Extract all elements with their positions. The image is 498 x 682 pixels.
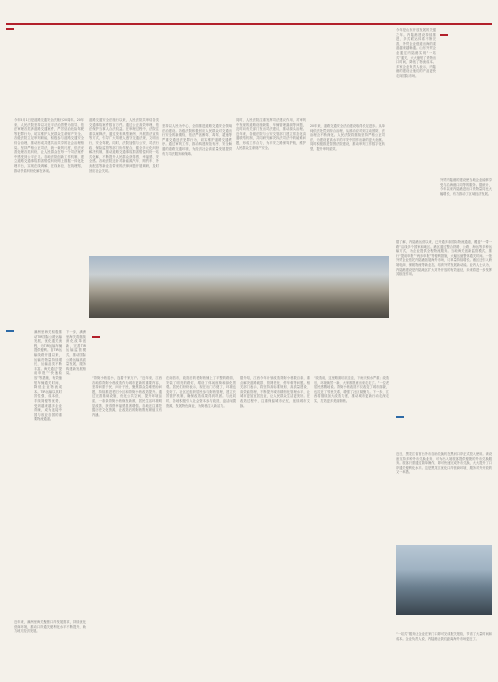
lead-body-col2: 道路交通安全法施行以来，人民法院共审结各类交通事故案件数百万件。通过公正高效审理，依法保护当事人合法权益。在审理过程中，法院注重以案释法，通过发布典型案例、开展普法宣传等方式，引导广大驾驶人遵守交通法规，文明出行，安全驾驶。同时，法院加强与公安、司法行政、保险监管等部门协作配合，健全多元化纠纷解决机制，推动道路交通事故损害赔偿纠纷一站式化解，不断提升人民群众获得感、幸福感、安全感。各地法院还针对新能源汽车、网约车、外卖配送等新业态带来的法律问题开展调研，及时回应社会关切。 (89, 118, 159, 173)
lead-photo (89, 256, 389, 318)
lead-body-col4: 同时，人民法院注重发挥司法建议作用，对审判中发现的道路设施缺陷、车辆管理漏洞等问题，及时向有关部门发出司法建议，推动源头治理。近年来，各级法院与公安交管部门建立常态化沟通联络机制，共同研究解决执法司法中的疑难问题，形成工作合力，为平安之路保驾护航，维护人民群众生命财产安全。 (236, 118, 306, 150)
middle-section-tag (92, 336, 100, 338)
bottom-section-tag (396, 416, 404, 418)
header-rule (6, 23, 492, 25)
bottom-body: 近日，黑龙江省首台外币自助兑换机在黑河口岸正式投入使用。该设备支持多种外币兑换业务，可为出入境旅客提供便捷的外币兑换服务。旅客只需通过简单操作，即可快速完成外币兑换，大大提升了口岸通关便利化水平。这是黑龙江优化口岸营商环境、服务对外开放的又一举措。 (396, 452, 492, 475)
middle-body-1: “背街小巷虽小，连着千家万户。”近年来，江西各地将背街小巷改造作为城市更新的重要内容，坚持问需于民、问计于民，聚焦群众急难愁盼问题，持续推进老旧小区和背街小巷改造提升。通过完善基础设施、优化公共空间、提升环境品质，一条条背街小巷焕发新颜，居民生活环境明显改善，获得感幸福感显著增强。各地还注重挖掘历史文化资源，让改造后的街巷既有颜值又有内涵。 (92, 376, 162, 417)
right-body-top: 今年是山东开放发展的关键之年。内陆港建设持续推进，多式联运体系不断完善，外贸企业借道出海的渠道越来越畅通。山东外贸企业通过内陆港实现“一站式”通关，大大缩短了货物出口时间，降低了物流成本。多家企业负责人表示，内陆港的建设让他们的产品更快走向国际市场。 (396, 28, 436, 78)
lead-body-col3: 坚持以人民为中心，全面推进道路交通安全领域法治建设。各级法院积极回应人民群众对交通出行安全的新期待，依法严惩醉驾、毒驾、超速等严重交通违法犯罪行为，切实维护道路交通秩序。通过审判工作，推动构建规范有序、安全畅通的道路交通环境，为经济社会高质量发展提供有力司法服务和保障。 (162, 124, 232, 156)
middle-body-3: 据介绍，江西今年计划改造背街小巷数百条，重点解决道路破损、管网老化、停车难等问题。相关部门表示，将坚持高标准规划、高质量建设、高效能管理，不断提升城市精细化管理水平，让城市更加宜居宜业，让人民群众生活更美好。在改造过程中，注重保留城市记忆，延续城市文脉。 (240, 376, 310, 408)
right-body-end: “一站式”服务让企业在家门口即可完成报关报检，节省了大量时间和成本。企业负责人说，内陆港让我们距离海外市场更近了。 (396, 632, 492, 641)
lead-body-col5: 20年来，道路交通安全法治建设取得长足进步。从单纯依法处罚到综合治理，从被动应对到主动预防，法治理念不断深化。人民法院将继续坚持严格公正司法，为建设更高水平的平安中国作出新的更大贡献。同时积极推进智慧法院建设，推动审判工作数字化转型，提升审判质效。 (310, 124, 385, 151)
right-body-mid: 外贸内陆港的建设使当地企业能够享受与沿海港口同等的服务。据统计，今年以来内陆港进出口货物量同比大幅增长，有力推动了区域经济发展。 (440, 178, 492, 196)
left-body-c: 近年来，满洲里海关聚焦口岸发展需求，持续优化营商环境，推动口岸通关便利化水平不断提升，助力地方经济发展。 (14, 620, 86, 634)
middle-body-4: “改造前，这里路面坑坑洼洼，下雨天积水严重；改造后，环境焕然一新，大家都愿意出来走走了。”一位老居民感慨地说。背街小巷改造不仅改变了城市面貌，也拉近了邻里关系，增强了社区凝聚力。下一步，江西将继续加大改造力度，推动城市更新行动走深走实，打造更多美丽街巷。 (314, 376, 389, 403)
right-section-tag (440, 34, 448, 36)
left-body-a: 满洲里海关积极推动TIR国际公路运输发展，优化通关流程，为TIR运输车辆提供便利。自TIR运输线路开通以来，运输货物量持续增长，运输品类不断丰富。海关通过“提前申报”“快速验放”等措施，有效缩短车辆通关时间，降低企业物流成本。TIR运输以其时效性强、成本低、手续简便等优势，受到越来越多企业青睐，成为连接中国与欧亚各国的重要物流通道。 (34, 330, 62, 422)
left-section-tag (6, 330, 14, 332)
left-body-b: 下一步，满洲里海关将继续深化改革创新，完善TIR运输监管模式，推动国际公路运输高质量发展，服务构建新发展格局。 (66, 330, 86, 376)
right-photo (396, 545, 492, 615)
right-body-bottom: 据了解，内陆港运营以来，已开通多条国际物流通道，覆盖“一带一路”沿线多个国家和地区。港区通过整合铁路、公路、海运等多种运输方式，为企业提供全程物流服务。当地海关创新监管模式，推行“提前申报”“两步申报”等便利措施，大幅压缩整体通关时间。一批外贸企业依托内陆港拓展海外市场，订单量持续增长。港区还引入跨境电商、保税物流等新业态，培育外贸发展新动能。业内人士认为，内陆港建设是内陆地区扩大对外开放的有效途径，未来将进一步发挥其枢纽作用。 (396, 240, 492, 277)
lead-body-col1: 今年5月1日是道路交通安全法施行20周年。20年来，人民法院坚持以习近平法治思想为指导，依法审理各类涉道路交通案件，严厉惩治危险驾驶等犯罪行为，切实维护人民群众生命财产安全。各级法院立足审判职能，积极参与道路交通安全综合治理，推动形成共建共治共享的社会治理格局。坚持严格公正司法，统一裁判尺度，依法妥善处理各类纠纷，让人民群众在每一个司法案件中感受到公平正义。各地法院创新工作机制，建立道路交通事故损害赔偿纠纷网上数据一体化处理平台，实现在线调解、在线诉讼、在线理赔，推动矛盾纠纷化解在诉前。 (14, 118, 84, 173)
newspaper-logo (420, 2, 492, 18)
middle-body-2: 在南昌市，改造后的老街巷铺上了平整的路面，安装了明亮的路灯，增设了休闲座椅和绿化景观。居民们纷纷表示，现在出门方便了，环境也变好了。社区还组织居民参与街巷管理，建立长效管护机制，确保改造成果得到巩固。与此同时，各地积极引入社会资本参与改造，盘活闲置资源，发展特色商业，为街巷注入新活力。 (166, 376, 236, 408)
section-tag (6, 28, 14, 30)
